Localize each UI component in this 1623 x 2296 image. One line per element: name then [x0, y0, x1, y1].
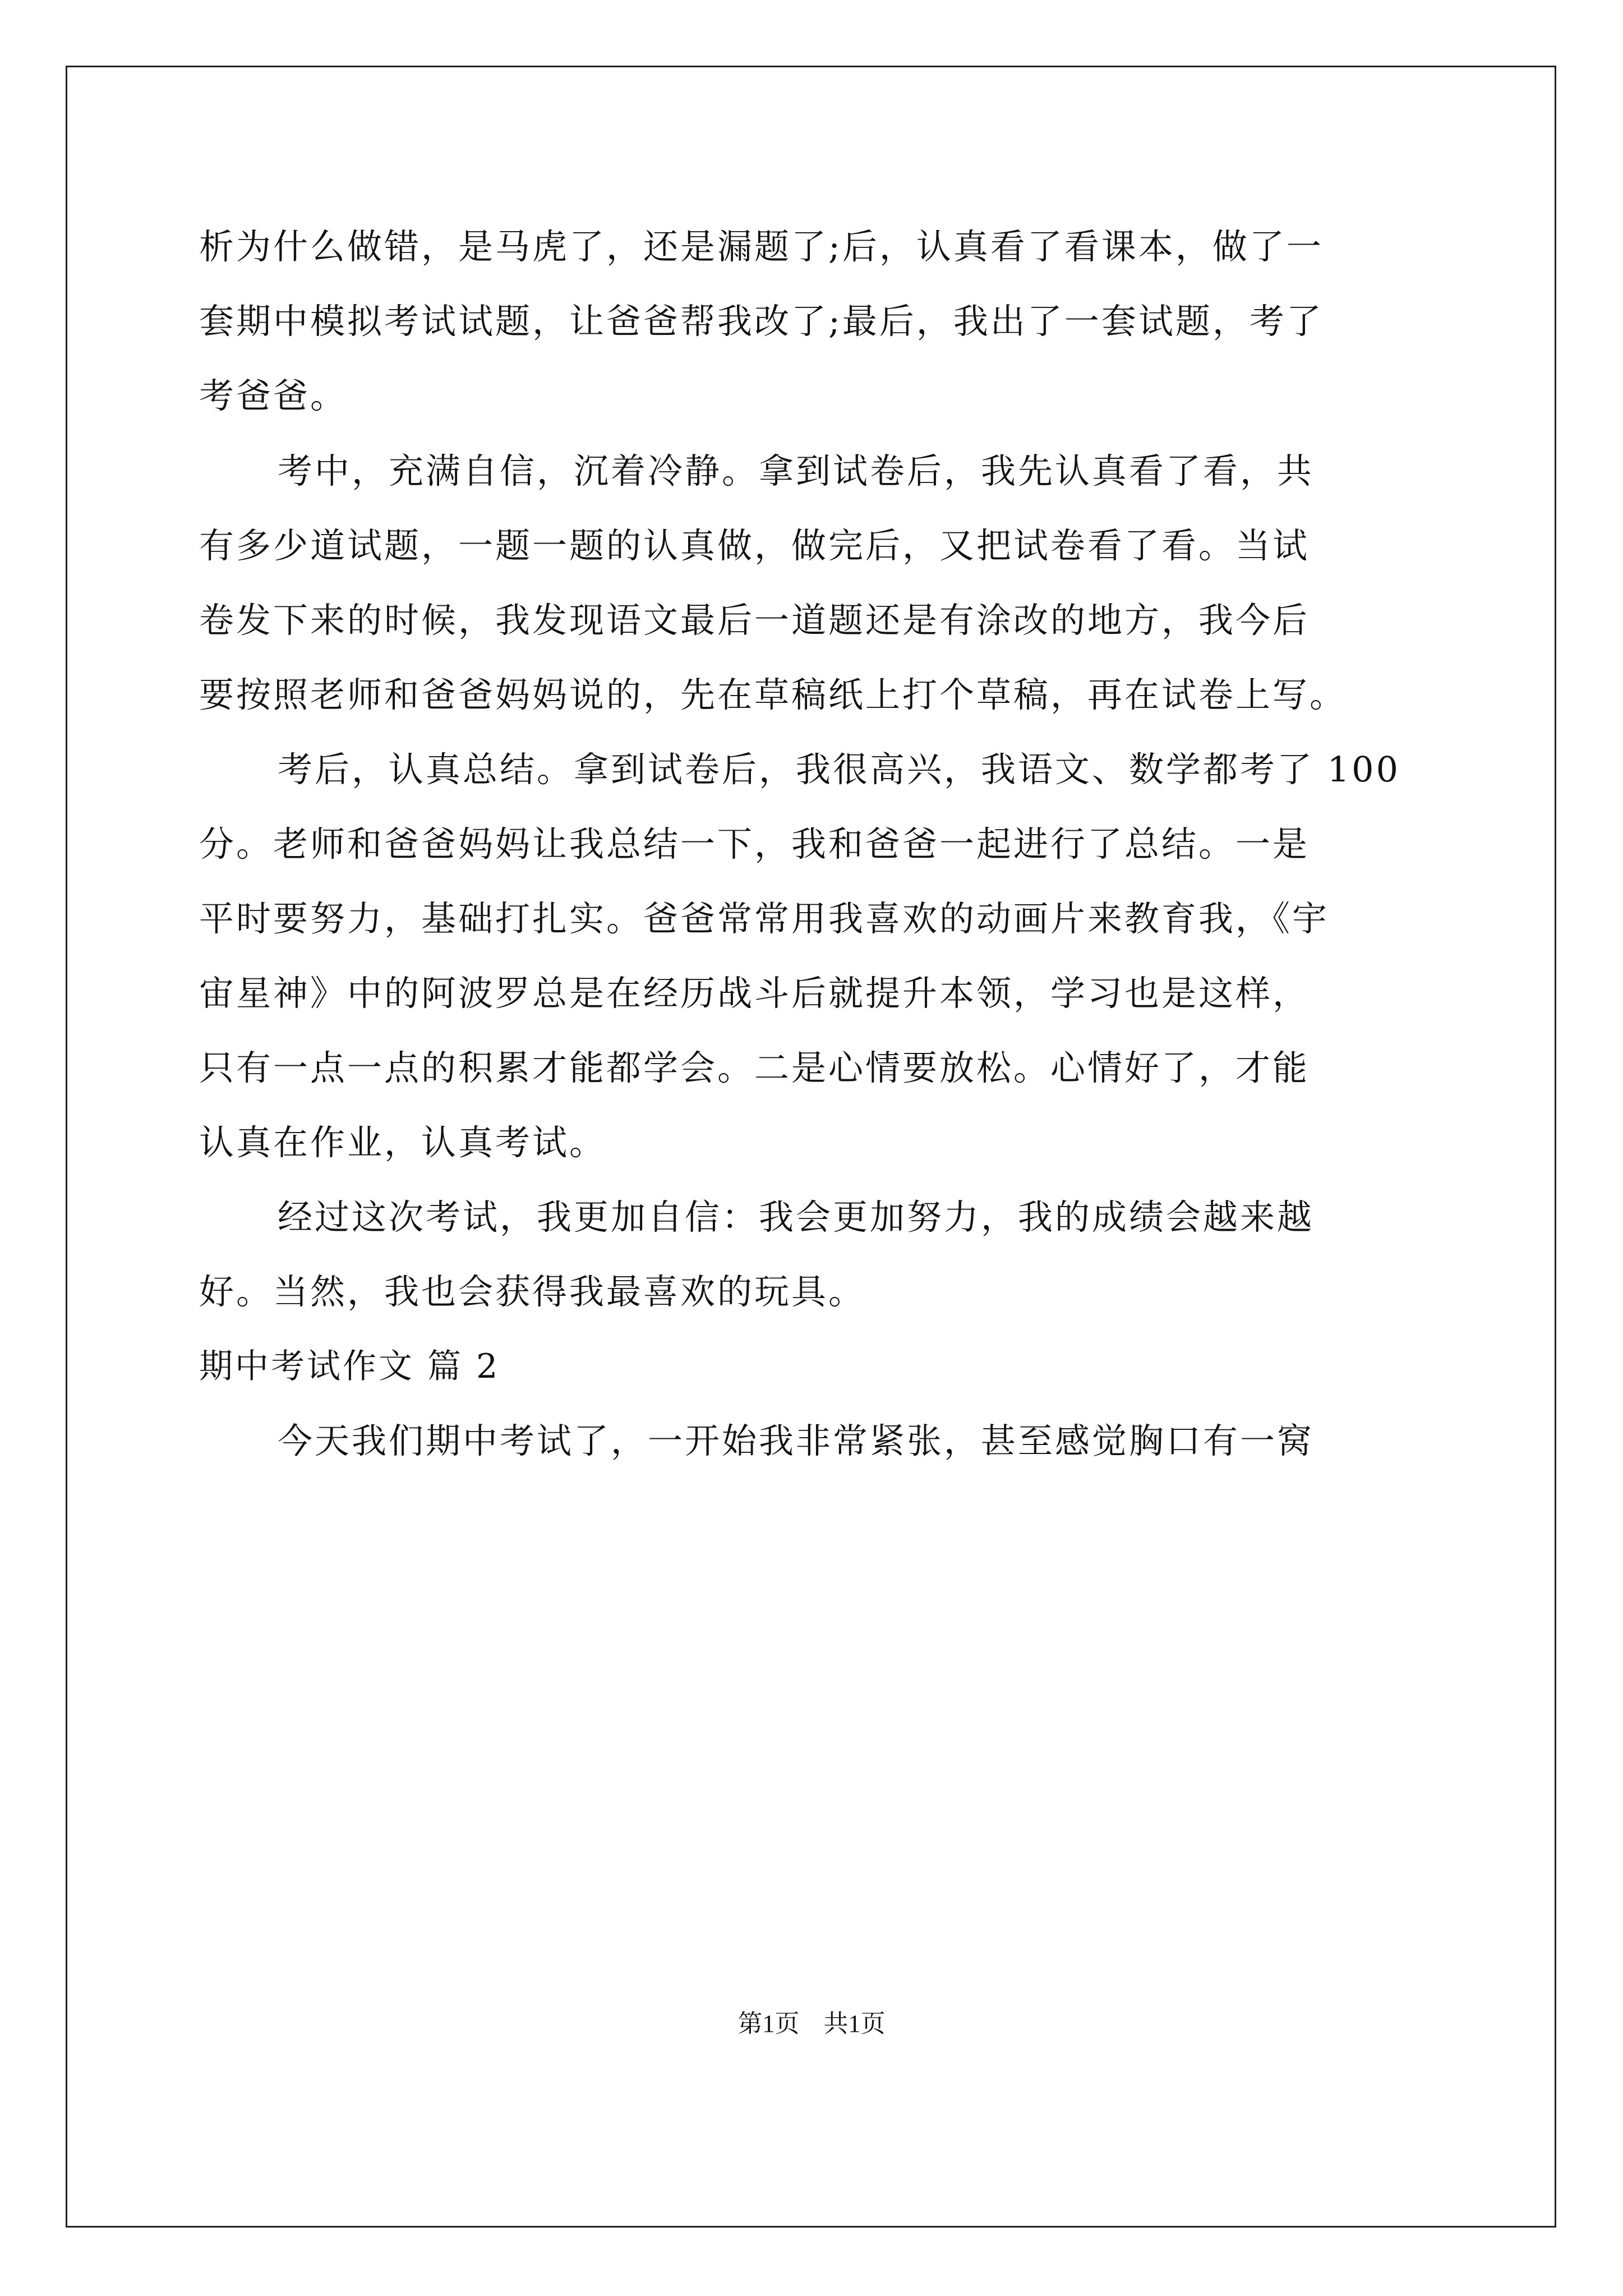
page-footer [0, 2008, 1623, 2040]
paragraph-start-line: 经过这次考试，我更加自信：我会更加努力，我的成绩会越来越 [278, 1197, 1315, 1237]
text-line: 分。老师和爸爸妈妈让我总结一下，我和爸爸一起进行了总结。一是 [199, 823, 1310, 864]
text-line: 只有一点一点的积累才能都学会。二是心情要放松。心情好了，才能 [199, 1047, 1310, 1088]
text-line: 有多少道试题，一题一题的认真做，做完后，又把试卷看了看。当试 [199, 525, 1310, 566]
text-line: 宙星神》中的阿波罗总是在经历战斗后就提升本领，学习也是这样， [199, 973, 1310, 1014]
paragraph-start-line: 考中，充满自信，沉着冷静。拿到试卷后，我先认真看了看，共 [278, 450, 1315, 491]
text-line: 要按照老师和爸爸妈妈说的，先在草稿纸上打个草稿，再在试卷上写。 [199, 674, 1347, 715]
text-line: 考爸爸。 [199, 375, 348, 416]
text-line: 好。当然，我也会获得我最喜欢的玩具。 [199, 1271, 866, 1312]
text-line: 析为什么做错，是马虎了，还是漏题了;后，认真看了看课本，做了一 [199, 226, 1324, 267]
text-line: 套期中模拟考试试题，让爸爸帮我改了;最后，我出了一套试题，考了 [199, 301, 1324, 342]
section-heading: 期中考试作文 篇 2 [199, 1347, 500, 1386]
text-line: 卷发下来的时候，我发现语文最后一道题还是有涂改的地方，我今后 [199, 600, 1310, 641]
page-total: 共1页 [823, 2010, 886, 2037]
paragraph-start-line: 今天我们期中考试了，一开始我非常紧张，甚至感觉胸口有一窝 [278, 1420, 1315, 1461]
text-line: 认真在作业，认真考试。 [199, 1122, 607, 1163]
paragraph-start-line: 考后，认真总结。拿到试卷后，我很高兴，我语文、数学都考了 100 [278, 749, 1401, 790]
text-line: 平时要努力，基础打扎实。爸爸常常用我喜欢的动画片来教育我，《宇 [199, 898, 1330, 939]
page-number: 第1页 [737, 2010, 800, 2037]
